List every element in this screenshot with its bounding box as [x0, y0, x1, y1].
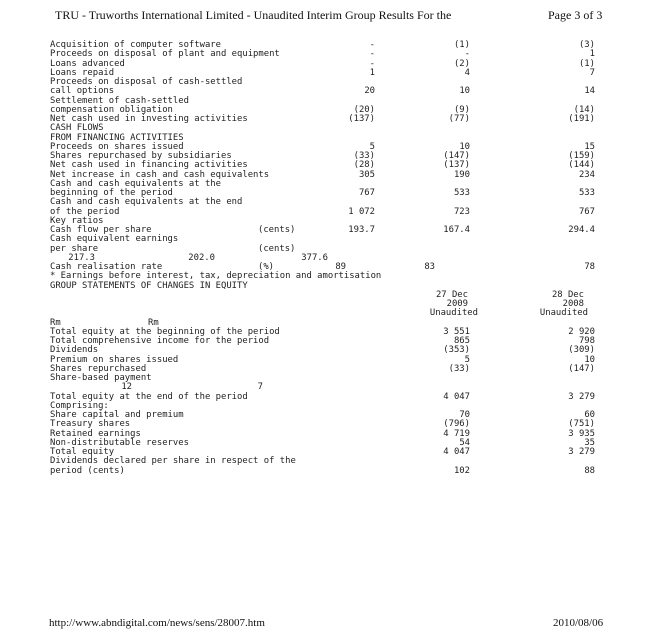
line-label: Share capital and premium: [50, 410, 184, 420]
line-value: (147): [568, 363, 595, 374]
line-label: period (cents): [50, 465, 125, 476]
line-value: 88: [584, 465, 595, 476]
line-label: Cash flow per share: [50, 225, 152, 235]
print-date: 2010/08/06: [553, 617, 604, 629]
line-value: 723: [453, 206, 470, 217]
line-value: (1): [453, 40, 470, 50]
document-line: [50, 198, 610, 207]
document-line: [50, 208, 610, 217]
line-label: GROUP STATEMENTS OF CHANGES IN EQUITY: [50, 280, 248, 291]
line-value: Rm: [148, 317, 159, 328]
line-label: compensation obligation: [50, 104, 173, 115]
line-value: 798: [578, 336, 595, 346]
line-label: 12: [121, 382, 132, 393]
line-label: Premium on shares issued: [50, 354, 179, 365]
document-line: [50, 309, 610, 318]
document-line: [50, 245, 610, 254]
line-value: 193.7: [348, 225, 375, 235]
document-line: [50, 115, 610, 124]
document-line: [50, 439, 610, 448]
line-value: 4 047: [443, 447, 470, 457]
line-label: 217.3: [68, 252, 95, 263]
line-value: (796): [443, 419, 470, 430]
line-value: 78: [584, 262, 595, 272]
line-value: (28): [353, 160, 375, 171]
line-value: 89: [335, 262, 346, 272]
line-label: of the period: [50, 206, 120, 217]
line-value: (9): [453, 104, 470, 115]
line-value: 1: [369, 67, 375, 78]
line-label: Settlement of cash-settled: [50, 95, 189, 106]
line-value: 20: [364, 86, 375, 97]
line-label: beginning of the period: [50, 188, 173, 198]
line-value: 7: [257, 382, 263, 393]
source-url-link[interactable]: http://www.abndigital.com/news/sens/28007.htm: [49, 617, 265, 629]
document-body: [50, 41, 610, 476]
line-label: Share-based payment: [50, 373, 152, 383]
document-line: [50, 411, 610, 420]
line-label: Net cash used in investing activities: [50, 114, 248, 124]
line-value: 294.4: [568, 225, 595, 235]
line-value: (3): [578, 40, 595, 50]
document-line: [50, 282, 610, 291]
line-value: 7: [589, 67, 595, 78]
line-value: 2 920: [568, 326, 595, 337]
document-line: [50, 50, 610, 59]
line-value: (33): [353, 151, 375, 161]
line-label: Dividends: [50, 345, 99, 356]
line-label: Dividends declared per share in respect of the: [50, 456, 296, 467]
line-value: 533: [453, 188, 470, 198]
document-line: [50, 60, 610, 69]
line-value: 3 279: [568, 447, 595, 457]
line-label: Shares repurchased: [50, 363, 147, 374]
line-label: Total equity at the beginning of the period: [50, 326, 280, 337]
line-value: (147): [443, 151, 470, 161]
line-value: (353): [443, 345, 470, 356]
line-label: per share: [50, 243, 99, 254]
line-value: (cents): [258, 225, 296, 235]
line-value: 10: [459, 141, 470, 152]
line-value: 102: [453, 465, 470, 476]
line-label: call options: [50, 86, 115, 97]
line-value: (14): [573, 104, 595, 115]
line-value: 3 551: [443, 326, 470, 337]
line-label: Total comprehensive income for the period: [50, 336, 270, 346]
line-value: 377.6: [301, 252, 328, 263]
line-value: 767: [358, 188, 375, 198]
line-value: 15: [584, 141, 595, 152]
line-value: (191): [568, 114, 595, 124]
line-value: 3 279: [568, 391, 595, 402]
line-label: Cash and cash equivalents at the end: [50, 197, 243, 208]
document-line: [50, 235, 610, 244]
page-number: Page 3 of 3: [548, 8, 603, 22]
line-value: 167.4: [443, 225, 470, 235]
line-value: 865: [453, 336, 470, 346]
document-line: [50, 393, 610, 402]
line-value: Unaudited: [539, 308, 588, 319]
line-label: 2009: [446, 299, 468, 309]
line-value: (751): [568, 419, 595, 430]
document-line: [50, 78, 610, 87]
line-value: 4 719: [443, 428, 470, 439]
line-value: (144): [568, 160, 595, 171]
line-label: Comprising:: [50, 400, 109, 411]
line-value: 10: [459, 86, 470, 97]
line-label: Treasury shares: [50, 419, 131, 430]
document-line: [50, 291, 610, 300]
line-value: 3 935: [568, 428, 595, 439]
document-line: [50, 374, 610, 383]
line-value: 28 Dec: [551, 289, 584, 300]
line-value: 234: [578, 169, 595, 180]
line-label: Key ratios: [50, 215, 104, 226]
line-value: 305: [358, 169, 375, 180]
line-value: -: [369, 58, 375, 69]
line-value: 83: [424, 262, 435, 272]
line-value: 1: [589, 49, 595, 60]
line-value: 767: [578, 206, 595, 217]
line-value: 533: [578, 188, 595, 198]
document-line: [50, 300, 610, 309]
line-value: (2): [453, 58, 470, 69]
line-label: Loans advanced: [50, 58, 125, 69]
line-value: 60: [584, 410, 595, 420]
line-label: CASH FLOWS: [50, 123, 104, 134]
line-value: (20): [353, 104, 375, 115]
line-label: Total equity at the end of the period: [50, 391, 248, 402]
line-value: (cents): [258, 243, 296, 254]
line-label: Proceeds on disposal of cash-settled: [50, 77, 243, 87]
line-label: Cash realisation rate: [50, 262, 163, 272]
line-label: Total equity: [50, 447, 115, 457]
line-value: 54: [459, 437, 470, 448]
document-title: TRU - Truworths International Limited - Unaudited Interim Group Results For the: [55, 8, 452, 22]
line-label: Non-distributable reserves: [50, 437, 189, 448]
line-value: (137): [443, 160, 470, 171]
line-value: (309): [568, 345, 595, 356]
line-label: Cash and cash equivalents at the: [50, 178, 221, 189]
line-value: 2008: [562, 299, 584, 309]
line-label: Net increase in cash and cash equivalents: [50, 169, 270, 180]
line-value: (1): [578, 58, 595, 69]
line-label: 27 Dec: [435, 289, 468, 300]
line-label: Cash equivalent earnings: [50, 234, 179, 245]
line-value: 1 072: [348, 206, 375, 217]
line-value: 70: [459, 410, 470, 420]
line-value: 35: [584, 437, 595, 448]
line-value: (77): [448, 114, 470, 124]
line-value: 5: [464, 354, 470, 365]
line-value: 14: [584, 86, 595, 97]
line-label: Loans repaid: [50, 67, 115, 78]
document-line: [50, 467, 610, 476]
line-value: (33): [448, 363, 470, 374]
line-value: (159): [568, 151, 595, 161]
line-label: Retained earnings: [50, 428, 141, 439]
document-line: [50, 457, 610, 466]
line-label: * Earnings before interest, tax, depreciation and amortisation: [50, 271, 382, 282]
line-label: Unaudited: [429, 308, 478, 319]
line-label: Proceeds on shares issued: [50, 141, 184, 152]
line-value: -: [369, 49, 375, 60]
line-label: Net cash used in financing activities: [50, 160, 248, 171]
line-value: 190: [453, 169, 470, 180]
line-value: 5: [369, 141, 375, 152]
line-label: Acquisition of computer software: [50, 40, 221, 50]
line-value: -: [369, 40, 375, 50]
line-label: Shares repurchased by subsidiaries: [50, 151, 232, 161]
line-label: Proceeds on disposal of plant and equipment: [50, 49, 280, 60]
line-value: 4 047: [443, 391, 470, 402]
line-value: (%): [258, 262, 275, 272]
line-label: FROM FINANCING ACTIVITIES: [50, 132, 184, 143]
line-value: 4: [464, 67, 470, 78]
line-value: (137): [348, 114, 375, 124]
line-value: -: [464, 49, 470, 60]
line-value: 10: [584, 354, 595, 365]
line-value: 202.0: [188, 252, 215, 263]
document-line: [50, 337, 610, 346]
line-label: Rm: [50, 317, 61, 328]
